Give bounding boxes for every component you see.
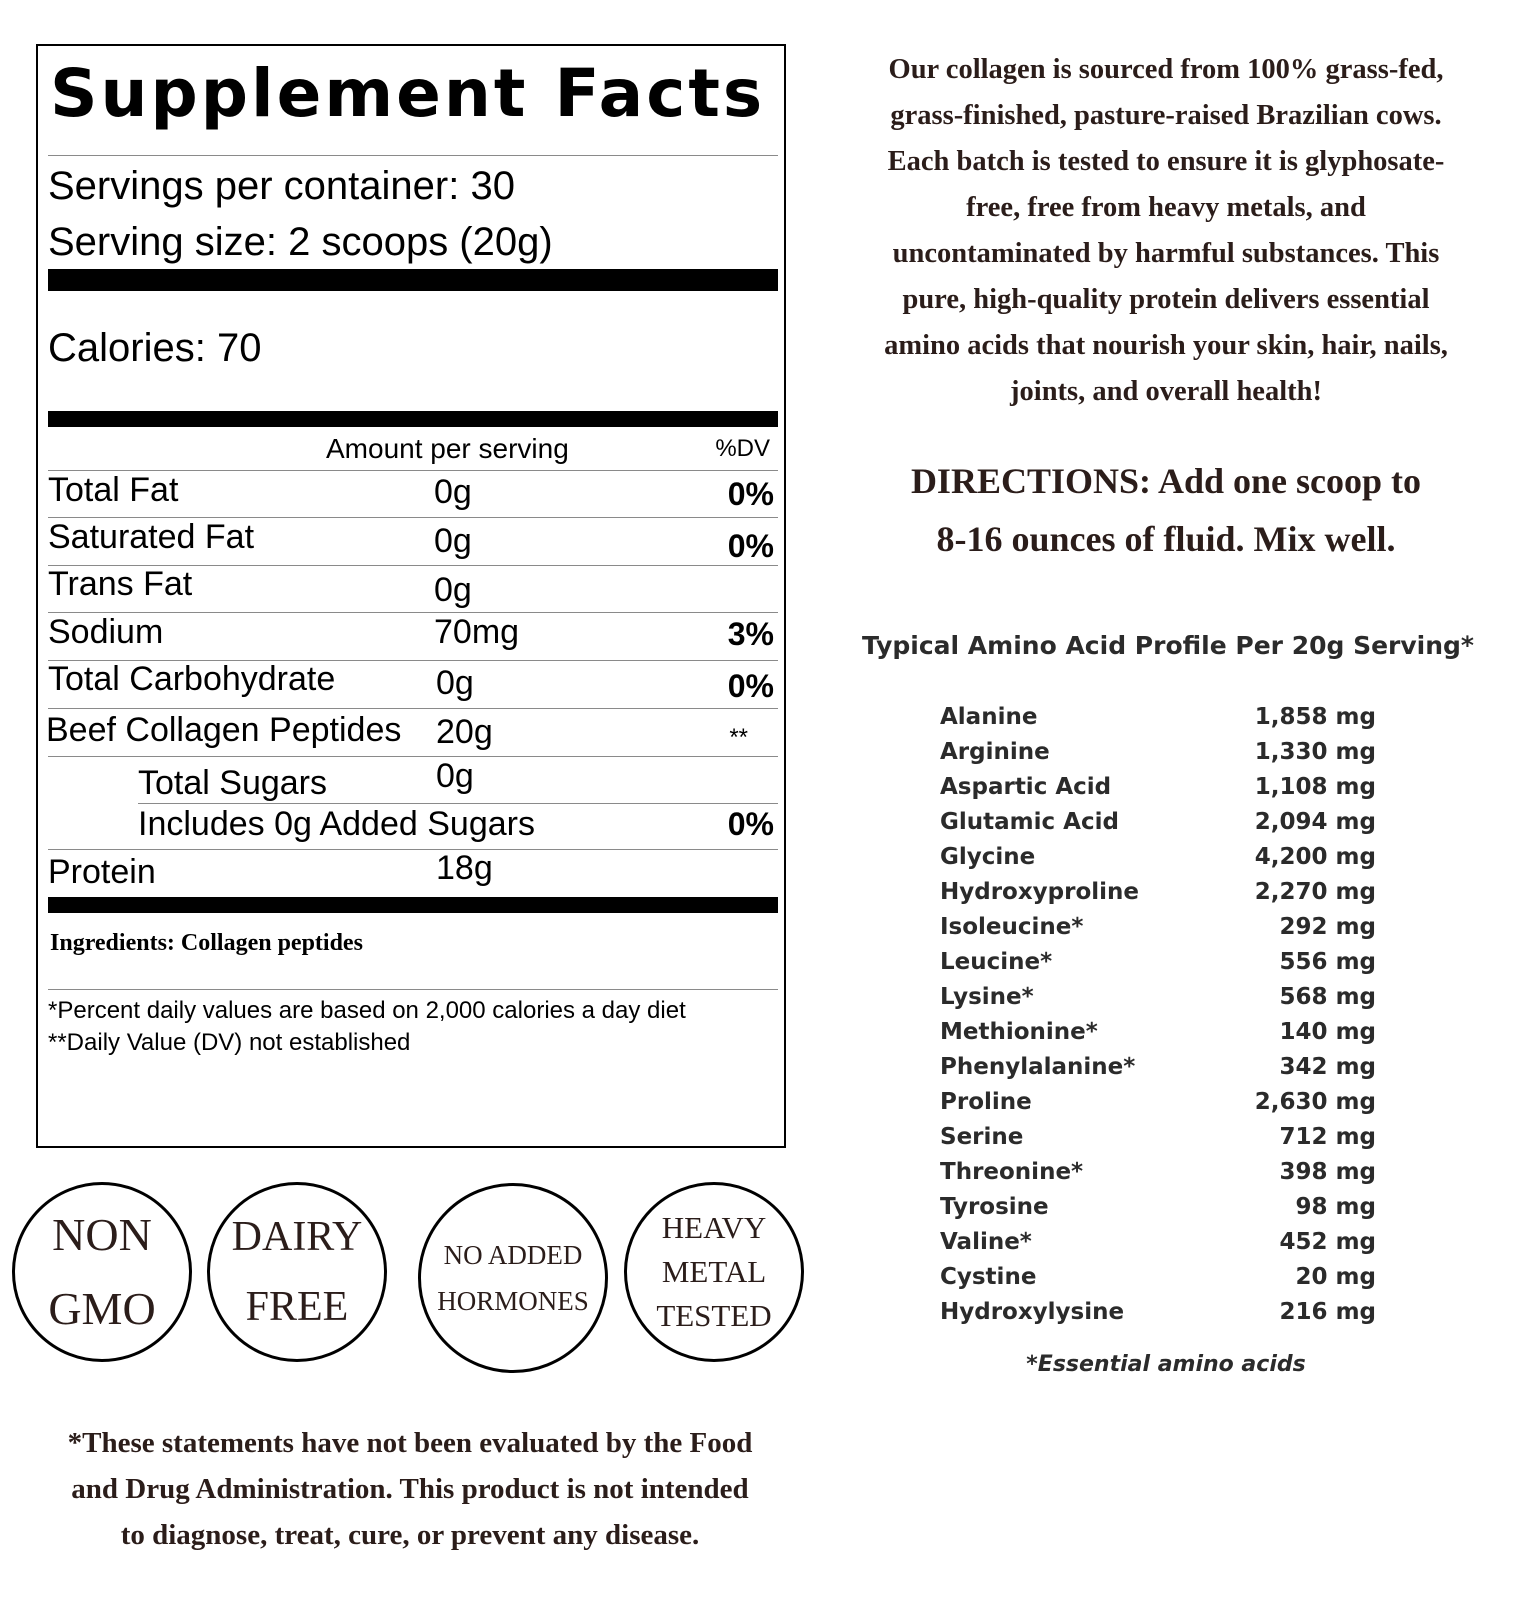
nutrient-dv: 0% bbox=[727, 806, 774, 842]
badge-line: METAL bbox=[661, 1254, 767, 1289]
amino-value: 1,858 mg bbox=[1254, 704, 1376, 730]
badge-line: TESTED bbox=[656, 1298, 772, 1333]
amino-name: Serine bbox=[940, 1124, 1024, 1150]
amino-name: Hydroxyproline bbox=[940, 879, 1140, 905]
disclaimer-line: and Drug Administration. This product is not intended bbox=[71, 1473, 749, 1505]
divider bbox=[48, 708, 778, 709]
nutrient-amount: 0g bbox=[436, 664, 474, 702]
nutrient-amount: 20g bbox=[436, 713, 493, 751]
nutrient-label: Includes 0g Added Sugars bbox=[138, 805, 535, 843]
amino-name: Leucine* bbox=[940, 949, 1053, 975]
nutrient-label: Total Sugars bbox=[138, 764, 327, 802]
amino-row bbox=[940, 910, 1376, 945]
amino-name: Threonine* bbox=[940, 1159, 1084, 1185]
servings-per-container: Servings per container: 30 bbox=[48, 164, 515, 208]
nutrient-label: Beef Collagen Peptides bbox=[46, 711, 402, 749]
amino-row bbox=[940, 1085, 1376, 1120]
nutrient-label: Protein bbox=[48, 853, 156, 891]
amino-row bbox=[940, 1050, 1376, 1085]
amino-value: 2,630 mg bbox=[1254, 1089, 1376, 1115]
non-gmo-badge bbox=[12, 1182, 192, 1362]
amino-row bbox=[940, 770, 1376, 805]
amino-row bbox=[940, 875, 1376, 910]
nutrient-amount: 0g bbox=[434, 473, 472, 511]
header-dv: %DV bbox=[715, 435, 770, 462]
divider bbox=[48, 155, 778, 156]
amino-value: 1,108 mg bbox=[1254, 774, 1376, 800]
amino-row bbox=[940, 1015, 1376, 1050]
badge-line: HEAVY bbox=[661, 1210, 767, 1245]
amino-row bbox=[940, 1190, 1376, 1225]
amino-name: Aspartic Acid bbox=[940, 774, 1112, 800]
description-line: grass-finished, pasture-raised Brazilian cows. bbox=[890, 100, 1442, 131]
essential-amino-note: *Essential amino acids bbox=[1026, 1352, 1306, 1377]
facts-title: Supplement Facts bbox=[50, 55, 766, 132]
amino-value: 2,270 mg bbox=[1254, 879, 1376, 905]
nutrient-dv: 0% bbox=[727, 476, 774, 512]
thick-divider bbox=[48, 269, 778, 291]
nutrient-amount: 0g bbox=[434, 522, 472, 560]
nutrient-amount: 0g bbox=[436, 757, 474, 795]
no-added-hormones-badge bbox=[418, 1183, 608, 1373]
amino-name: Phenylalanine* bbox=[940, 1054, 1136, 1080]
badge-line: HORMONES bbox=[437, 1286, 589, 1316]
directions-line: 8-16 ounces of fluid. Mix well. bbox=[936, 519, 1396, 559]
nutrient-label: Sodium bbox=[48, 613, 164, 651]
calories: Calories: 70 bbox=[48, 326, 262, 370]
description-line: uncontaminated by harmful substances. This bbox=[892, 238, 1440, 269]
footnote-dv-not-established: **Daily Value (DV) not established bbox=[48, 1029, 411, 1056]
amino-name: Glycine bbox=[940, 844, 1036, 870]
amino-name: Proline bbox=[940, 1089, 1032, 1115]
amino-row bbox=[940, 1295, 1376, 1330]
footnote-percent-dv: *Percent daily values are based on 2,000 calories a day diet bbox=[48, 997, 686, 1024]
nutrient-dv: 0% bbox=[727, 668, 774, 704]
amino-row bbox=[940, 735, 1376, 770]
amino-value: 712 mg bbox=[1279, 1124, 1376, 1150]
amino-value: 452 mg bbox=[1279, 1229, 1376, 1255]
thick-divider bbox=[48, 411, 778, 427]
nutrient-label: Saturated Fat bbox=[48, 518, 255, 556]
nutrient-amount: 0g bbox=[434, 571, 472, 609]
disclaimer-line: *These statements have not been evaluated by the Food bbox=[67, 1427, 753, 1459]
amino-name: Lysine* bbox=[940, 984, 1034, 1010]
badge-line: DAIRY bbox=[231, 1214, 363, 1260]
amino-row bbox=[940, 1225, 1376, 1260]
amino-row bbox=[940, 945, 1376, 980]
amino-value: 98 mg bbox=[1295, 1194, 1376, 1220]
nutrient-label: Total Carbohydrate bbox=[48, 660, 336, 698]
nutrient-dv: 3% bbox=[727, 616, 774, 652]
supplement-facts-panel bbox=[36, 44, 786, 1148]
dairy-free-badge bbox=[207, 1182, 387, 1362]
nutrient-dv: 0% bbox=[727, 528, 774, 564]
nutrient-amount: 18g bbox=[436, 849, 493, 887]
amino-name: Alanine bbox=[940, 704, 1038, 730]
amino-profile-table bbox=[940, 700, 1376, 1330]
header-amount-per-serving: Amount per serving bbox=[326, 433, 569, 464]
amino-row bbox=[940, 840, 1376, 875]
directions-line: DIRECTIONS: Add one scoop to bbox=[910, 461, 1422, 501]
nutrient-amount: 70mg bbox=[434, 613, 520, 651]
amino-row bbox=[940, 1155, 1376, 1190]
amino-row bbox=[940, 980, 1376, 1015]
amino-value: 4,200 mg bbox=[1254, 844, 1376, 870]
thick-divider bbox=[48, 897, 778, 913]
description-line: amino acids that nourish your skin, hair, nails, bbox=[884, 330, 1448, 361]
divider bbox=[48, 756, 778, 757]
divider bbox=[48, 989, 778, 990]
directions bbox=[816, 452, 1516, 568]
amino-row bbox=[940, 805, 1376, 840]
description-line: Our collagen is sourced from 100% grass-fed, bbox=[888, 54, 1444, 85]
amino-name: Glutamic Acid bbox=[940, 809, 1119, 835]
badge-line: NO ADDED bbox=[443, 1240, 583, 1270]
amino-name: Tyrosine bbox=[940, 1194, 1049, 1220]
heavy-metal-tested-badge bbox=[624, 1182, 804, 1362]
amino-name: Cystine bbox=[940, 1264, 1037, 1290]
amino-name: Methionine* bbox=[940, 1019, 1098, 1045]
serving-size: Serving size: 2 scoops (20g) bbox=[48, 220, 553, 264]
amino-profile-title: Typical Amino Acid Profile Per 20g Serving* bbox=[862, 631, 1474, 660]
nutrient-label: Total Fat bbox=[48, 471, 179, 509]
amino-value: 20 mg bbox=[1295, 1264, 1376, 1290]
product-description bbox=[816, 47, 1516, 415]
nutrient-label: Trans Fat bbox=[48, 565, 193, 603]
amino-row bbox=[940, 700, 1376, 735]
amino-value: 1,330 mg bbox=[1254, 739, 1376, 765]
amino-row bbox=[940, 1120, 1376, 1155]
divider bbox=[48, 849, 778, 850]
amino-value: 140 mg bbox=[1279, 1019, 1376, 1045]
description-line: Each batch is tested to ensure it is glyphosate- bbox=[887, 146, 1445, 177]
nutrient-dv: ** bbox=[729, 724, 748, 751]
amino-row bbox=[940, 1260, 1376, 1295]
description-line: pure, high-quality protein delivers essential bbox=[902, 284, 1430, 315]
description-line: joints, and overall health! bbox=[1010, 376, 1322, 407]
amino-value: 216 mg bbox=[1279, 1299, 1376, 1325]
badge-line: GMO bbox=[48, 1283, 156, 1334]
amino-name: Isoleucine* bbox=[940, 914, 1084, 940]
amino-value: 292 mg bbox=[1279, 914, 1376, 940]
fda-disclaimer bbox=[0, 1420, 820, 1558]
amino-name: Arginine bbox=[940, 739, 1050, 765]
amino-value: 556 mg bbox=[1279, 949, 1376, 975]
amino-name: Hydroxylysine bbox=[940, 1299, 1125, 1325]
badge-line: FREE bbox=[245, 1284, 349, 1330]
description-line: free, free from heavy metals, and bbox=[966, 192, 1366, 223]
ingredients: Ingredients: Collagen peptides bbox=[50, 930, 363, 956]
amino-value: 568 mg bbox=[1279, 984, 1376, 1010]
amino-value: 342 mg bbox=[1279, 1054, 1376, 1080]
amino-value: 2,094 mg bbox=[1254, 809, 1376, 835]
amino-value: 398 mg bbox=[1279, 1159, 1376, 1185]
disclaimer-line: to diagnose, treat, cure, or prevent any disease. bbox=[120, 1519, 700, 1551]
badge-line: NON bbox=[52, 1209, 152, 1260]
amino-name: Valine* bbox=[940, 1229, 1032, 1255]
